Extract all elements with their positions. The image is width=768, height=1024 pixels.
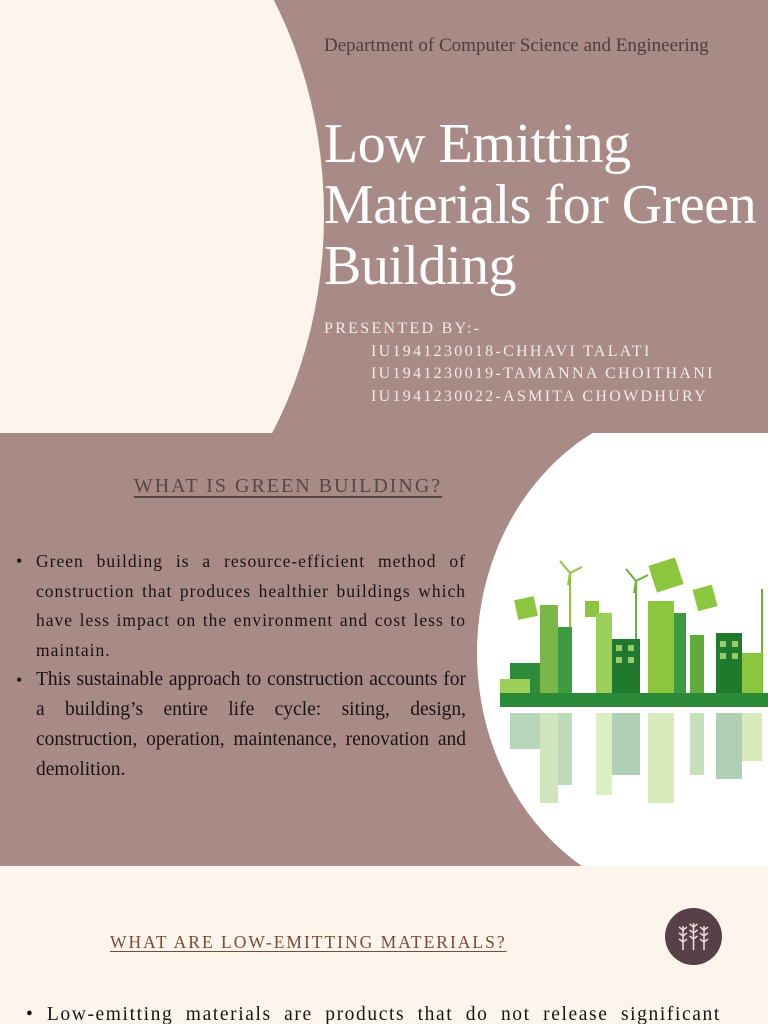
presentation-title: Low Emitting Materials for Green Building: [324, 113, 757, 297]
green-city-illustration: [500, 553, 768, 803]
bullet-list: [16, 547, 466, 785]
presented-by-label: PRESENTED BY:-: [324, 320, 482, 337]
low-emitting-slide: [0, 866, 768, 1024]
green-building-slide: [0, 433, 768, 866]
decorative-circle: [0, 0, 324, 433]
title-slide: [0, 0, 768, 433]
bullet-item: • Low-emitting materials are products that do not release significant: [26, 1004, 721, 1024]
slide-heading: WHAT ARE LOW-EMITTING MATERIALS?: [110, 932, 507, 952]
presenters-block: [324, 318, 764, 408]
department-text: Department of Computer Science and Engineering: [324, 35, 709, 56]
presenter-name: IU1941230022-ASMITA CHOWDHURY: [371, 387, 708, 405]
bullet-item: • This sustainable approach to construction accounts for a building’s entire life cycle: siting, design, construction, operation, maintenance, renovation and demolition.: [16, 665, 466, 785]
wheat-icon: [665, 908, 722, 965]
bullet-item: • Green building is a resource-efficient method of construction that produces healthier buildings which have less impact on the environment and cost less to maintain.: [16, 547, 466, 665]
presenter-name: IU1941230019-TAMANNA CHOITHANI: [371, 365, 715, 382]
slide-heading: WHAT IS GREEN BUILDING?: [133, 475, 443, 497]
presenter-name: IU1941230018-CHHAVI TALATI: [371, 342, 652, 360]
